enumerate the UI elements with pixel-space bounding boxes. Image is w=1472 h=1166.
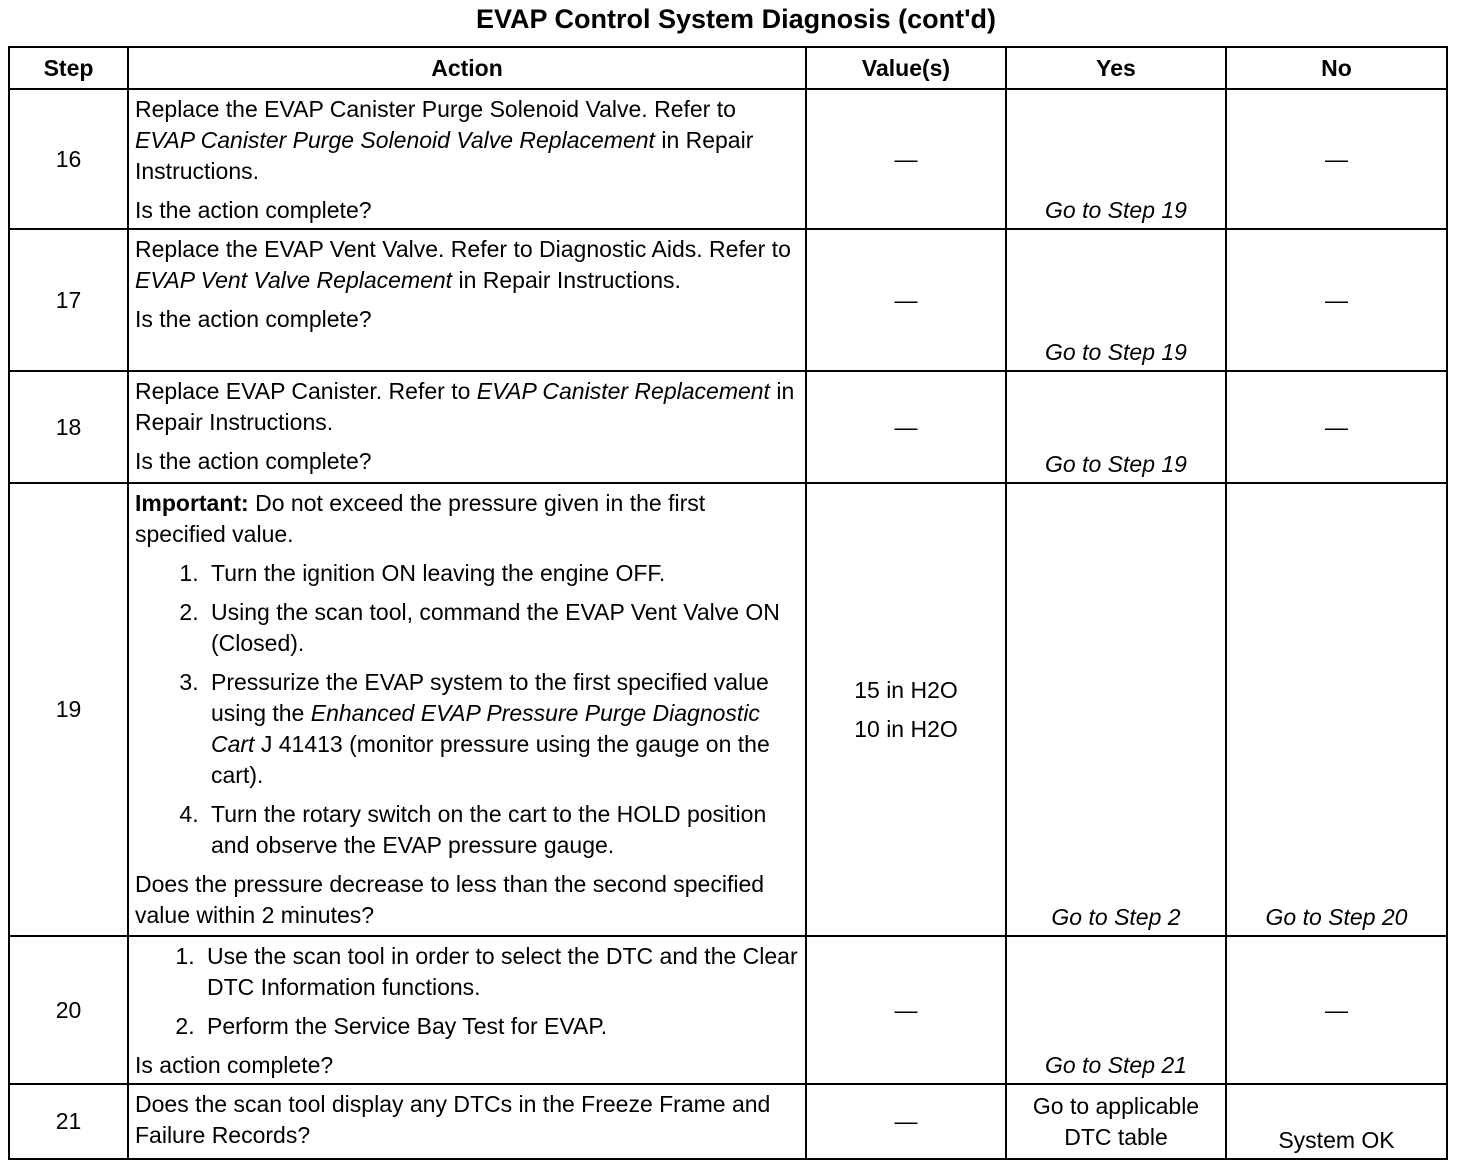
step-number: 20: [9, 936, 128, 1084]
first-value: 15 in H2O: [854, 676, 958, 703]
no-cell: Go to Step 20: [1226, 483, 1447, 936]
no-cell: —: [1226, 371, 1447, 483]
action-reference: EVAP Canister Purge Solenoid Valve Replacement: [135, 127, 655, 153]
header-step: Step: [9, 47, 128, 89]
header-row: [9, 47, 1447, 89]
step-number: 18: [9, 371, 128, 483]
value-cell: [806, 483, 1006, 936]
action-text: Replace the EVAP Canister Purge Solenoid Valve. Refer to: [135, 96, 736, 122]
list-item: 2. Perform the Service Bay Test for EVAP.: [201, 1011, 799, 1042]
action-question: Does the pressure decrease to less than the second specified value within 2 minutes?: [135, 871, 765, 928]
action-text: Replace EVAP Canister. Refer to: [135, 378, 477, 404]
step-list: [135, 558, 799, 861]
no-cell: —: [1226, 89, 1447, 229]
list-item: [205, 667, 799, 791]
list-item: 1. Turn the ignition ON leaving the engine OFF.: [205, 558, 799, 589]
table-row-19: [9, 483, 1447, 936]
list-item: 4. Turn the rotary switch on the cart to the HOLD position and observe the EVAP pressure gauge.: [205, 799, 799, 861]
value-cell: —: [806, 1084, 1006, 1159]
header-values: Value(s): [806, 47, 1006, 89]
action-reference: EVAP Vent Valve Replacement: [135, 267, 453, 293]
list-item: 1. Use the scan tool in order to select the DTC and the Clear DTC Information functions.: [201, 941, 799, 1003]
action-question: Does the scan tool display any DTCs in the Freeze Frame and Failure Records?: [135, 1091, 771, 1148]
action-text: in Repair Instructions.: [135, 378, 795, 435]
action-cell: [128, 936, 806, 1084]
header-no: No: [1226, 47, 1447, 89]
no-cell: —: [1226, 936, 1447, 1084]
yes-cell: Go to Step 21: [1006, 936, 1226, 1084]
action-question: Is the action complete?: [135, 306, 372, 332]
yes-cell: Go to Step 19: [1006, 89, 1226, 229]
table-row-17: [9, 229, 1447, 371]
yes-cell: Go to Step 19: [1006, 229, 1226, 371]
header-yes: Yes: [1006, 47, 1226, 89]
action-cell: [128, 483, 806, 936]
list-item-text: Pressurize the EVAP system to the first specified value using the: [211, 669, 769, 726]
table-row-16: [9, 89, 1447, 229]
step-number: 17: [9, 229, 128, 371]
yes-cell: Go to Step 19: [1006, 371, 1226, 483]
action-question: Is the action complete?: [135, 197, 372, 223]
action-cell: [128, 371, 806, 483]
header-action: Action: [128, 47, 806, 89]
action-text: in Repair Instructions.: [135, 127, 754, 184]
action-cell: [128, 1084, 806, 1159]
action-question: Is the action complete?: [135, 448, 372, 474]
value-cell: —: [806, 936, 1006, 1084]
step-number: 16: [9, 89, 128, 229]
list-item-text: J 41413 (monitor pressure using the gauge on the cart).: [211, 731, 770, 788]
document-title: EVAP Control System Diagnosis (cont'd): [476, 4, 996, 34]
action-cell: [128, 229, 806, 371]
yes-cell: Go to Step 2: [1006, 483, 1226, 936]
action-text: in Repair Instructions.: [452, 267, 681, 293]
action-question: Is action complete?: [135, 1052, 334, 1078]
value-cell: —: [806, 371, 1006, 483]
list-item: 2. Using the scan tool, command the EVAP Vent Valve ON (Closed).: [205, 597, 799, 659]
value-cell: —: [806, 89, 1006, 229]
tool-reference: Enhanced EVAP Pressure Purge Diagnostic Cart: [211, 700, 760, 757]
value-cell: —: [806, 229, 1006, 371]
action-reference: EVAP Canister Replacement: [476, 378, 770, 404]
diagnosis-table: [8, 46, 1448, 1160]
yes-cell: Go to applicable DTC table: [1006, 1084, 1226, 1159]
action-cell: [128, 89, 806, 229]
no-cell: System OK: [1226, 1084, 1447, 1159]
step-number: 19: [9, 483, 128, 936]
important-label: Important:: [135, 490, 249, 516]
important-text: Do not exceed the pressure given in the first specified value.: [135, 490, 706, 547]
no-cell: —: [1226, 229, 1447, 371]
second-value: 10 in H2O: [854, 715, 958, 742]
table-row-18: [9, 371, 1447, 483]
action-text: Replace the EVAP Vent Valve. Refer to Diagnostic Aids. Refer to: [135, 236, 791, 262]
table-row-20: [9, 936, 1447, 1084]
table-row-21: [9, 1084, 1447, 1159]
step-list: [135, 941, 799, 1042]
step-number: 21: [9, 1084, 128, 1159]
